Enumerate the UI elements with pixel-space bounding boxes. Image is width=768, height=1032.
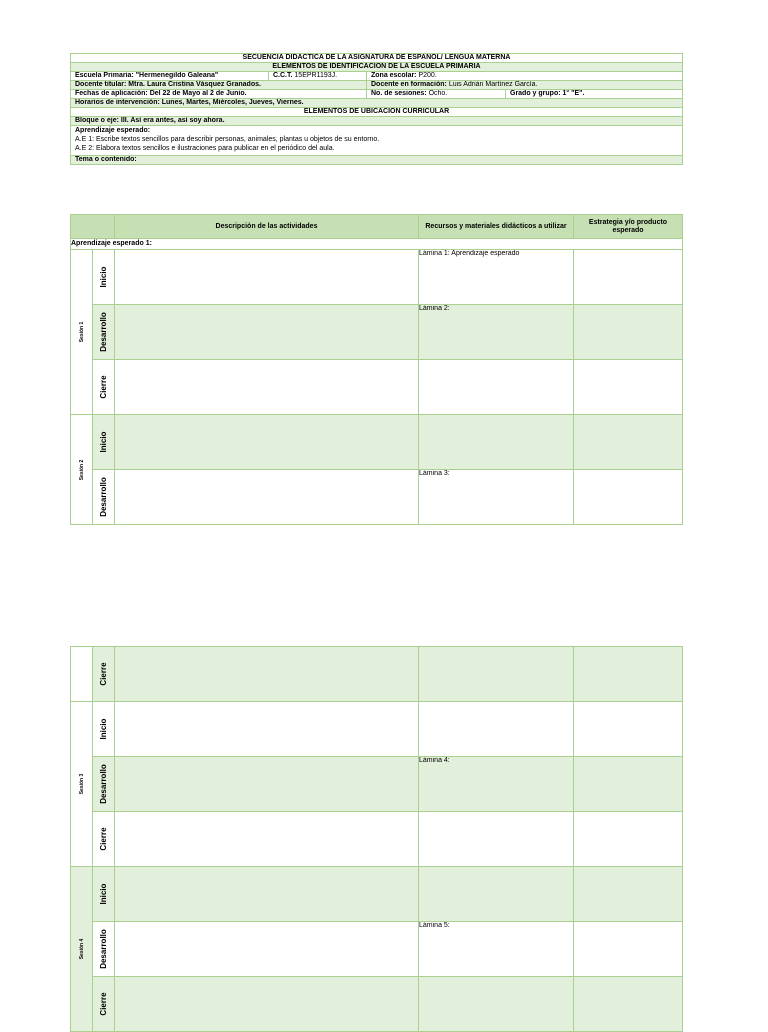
activity-cell[interactable] bbox=[115, 867, 419, 922]
activity-cell[interactable] bbox=[115, 415, 419, 470]
strategy-cell[interactable] bbox=[574, 702, 683, 757]
resource-cell[interactable]: Lámina 2: bbox=[419, 305, 574, 360]
docente-formacion-cell: Docente en formación: Luis Adrián Martínez García. bbox=[367, 81, 683, 90]
strategy-cell[interactable] bbox=[574, 977, 683, 1032]
escuela-cell: Escuela Primaria: "Hermenegildo Galeana" bbox=[71, 72, 269, 81]
phase-inicio: Inicio bbox=[93, 250, 115, 305]
aprendizaje-row: Aprendizaje esperado 1: bbox=[71, 239, 683, 250]
resource-cell[interactable]: Lámina 3: bbox=[419, 470, 574, 525]
phase-cierre: Cierre bbox=[93, 360, 115, 415]
session-2-continued bbox=[71, 647, 93, 702]
zona-cell: Zona escolar: P200. bbox=[367, 72, 683, 81]
phase-desarrollo: Desarrollo bbox=[93, 470, 115, 525]
resource-cell[interactable]: Lámina 4: bbox=[419, 757, 574, 812]
document-title: SECUENCIA DIDÁCTICA DE LA ASIGNATURA DE ESPAÑOL/ LENGUA MATERNA bbox=[71, 54, 683, 63]
col-estrategia: Estrategia y/o producto esperado bbox=[574, 215, 683, 239]
fechas-cell: Fechas de aplicación: Del 22 de Mayo al 2 de Junio. bbox=[71, 90, 367, 99]
section-identificacion: ELEMENTOS DE IDENTIFICACIÓN DE LA ESCUELA PRIMARIA bbox=[71, 63, 683, 72]
activity-cell[interactable] bbox=[115, 470, 419, 525]
session-4-label: Sesión 4 bbox=[71, 867, 93, 1032]
strategy-cell[interactable] bbox=[574, 305, 683, 360]
resource-cell[interactable] bbox=[419, 977, 574, 1032]
session-2-label: Sesión 2 bbox=[71, 415, 93, 525]
sesiones-cell: No. de sesiones: Ocho. bbox=[367, 90, 506, 99]
session-1-label: Sesión 1 bbox=[71, 250, 93, 415]
activity-cell[interactable] bbox=[115, 647, 419, 702]
activity-cell[interactable] bbox=[115, 922, 419, 977]
planning-table-2 bbox=[70, 646, 683, 1032]
docente-titular-cell: Docente titular: Mtra. Laura Cristina Vásquez Granados. bbox=[71, 81, 367, 90]
phase-desarrollo: Desarrollo bbox=[93, 757, 115, 812]
strategy-cell[interactable] bbox=[574, 812, 683, 867]
horarios-cell: Horarios de intervención: Lunes, Martes, Miércoles, Jueves, Viernes. bbox=[71, 99, 683, 108]
activity-cell[interactable] bbox=[115, 250, 419, 305]
section-ubicacion: ELEMENTOS DE UBICACIÓN CURRICULAR bbox=[71, 108, 683, 117]
tema-cell: Tema o contenido: bbox=[71, 156, 683, 165]
activity-cell[interactable] bbox=[115, 977, 419, 1032]
aprendizaje-label: Aprendizaje esperado: bbox=[75, 127, 151, 134]
strategy-cell[interactable] bbox=[574, 470, 683, 525]
cct-cell: C.C.T. 15EPR1193J. bbox=[269, 72, 367, 81]
phase-inicio: Inicio bbox=[93, 415, 115, 470]
resource-cell[interactable]: Lámina 1: Aprendizaje esperado bbox=[419, 250, 574, 305]
strategy-cell[interactable] bbox=[574, 360, 683, 415]
phase-cierre: Cierre bbox=[93, 977, 115, 1032]
activity-cell[interactable] bbox=[115, 812, 419, 867]
phase-desarrollo: Desarrollo bbox=[93, 305, 115, 360]
resource-cell[interactable] bbox=[419, 702, 574, 757]
strategy-cell[interactable] bbox=[574, 922, 683, 977]
resource-cell[interactable] bbox=[419, 415, 574, 470]
col-recursos: Recursos y materiales didácticos a utilizar bbox=[419, 215, 574, 239]
aprendizaje-cell bbox=[71, 126, 683, 156]
activity-cell[interactable] bbox=[115, 702, 419, 757]
phase-inicio: Inicio bbox=[93, 702, 115, 757]
resource-cell[interactable]: Lámina 5: bbox=[419, 922, 574, 977]
resource-cell[interactable] bbox=[419, 360, 574, 415]
phase-desarrollo: Desarrollo bbox=[93, 922, 115, 977]
phase-cierre: Cierre bbox=[93, 647, 115, 702]
strategy-cell[interactable] bbox=[574, 757, 683, 812]
bloque-cell: Bloque o eje: III. Así era antes, así soy ahora. bbox=[71, 117, 683, 126]
strategy-cell[interactable] bbox=[574, 250, 683, 305]
ae2-text: A.E 2: Elabora textos sencillos e ilustraciones para publicar en el periódico del aula. bbox=[75, 145, 335, 152]
corner-cell bbox=[71, 215, 115, 239]
resource-cell[interactable] bbox=[419, 867, 574, 922]
activity-cell[interactable] bbox=[115, 305, 419, 360]
session-3-label: Sesión 3 bbox=[71, 702, 93, 867]
col-descripcion: Descripción de las actividades bbox=[115, 215, 419, 239]
planning-table-1 bbox=[70, 214, 683, 525]
activity-cell[interactable] bbox=[115, 360, 419, 415]
ae1-text: A.E 1: Escribe textos sencillos para describir personas, animales, plantas u objetos de su entorno. bbox=[75, 136, 380, 143]
identification-table bbox=[70, 53, 683, 165]
phase-inicio: Inicio bbox=[93, 867, 115, 922]
resource-cell[interactable] bbox=[419, 812, 574, 867]
phase-cierre: Cierre bbox=[93, 812, 115, 867]
activity-cell[interactable] bbox=[115, 757, 419, 812]
resource-cell[interactable] bbox=[419, 647, 574, 702]
strategy-cell[interactable] bbox=[574, 415, 683, 470]
grado-cell: Grado y grupo: 1° "E". bbox=[506, 90, 683, 99]
strategy-cell[interactable] bbox=[574, 867, 683, 922]
strategy-cell[interactable] bbox=[574, 647, 683, 702]
